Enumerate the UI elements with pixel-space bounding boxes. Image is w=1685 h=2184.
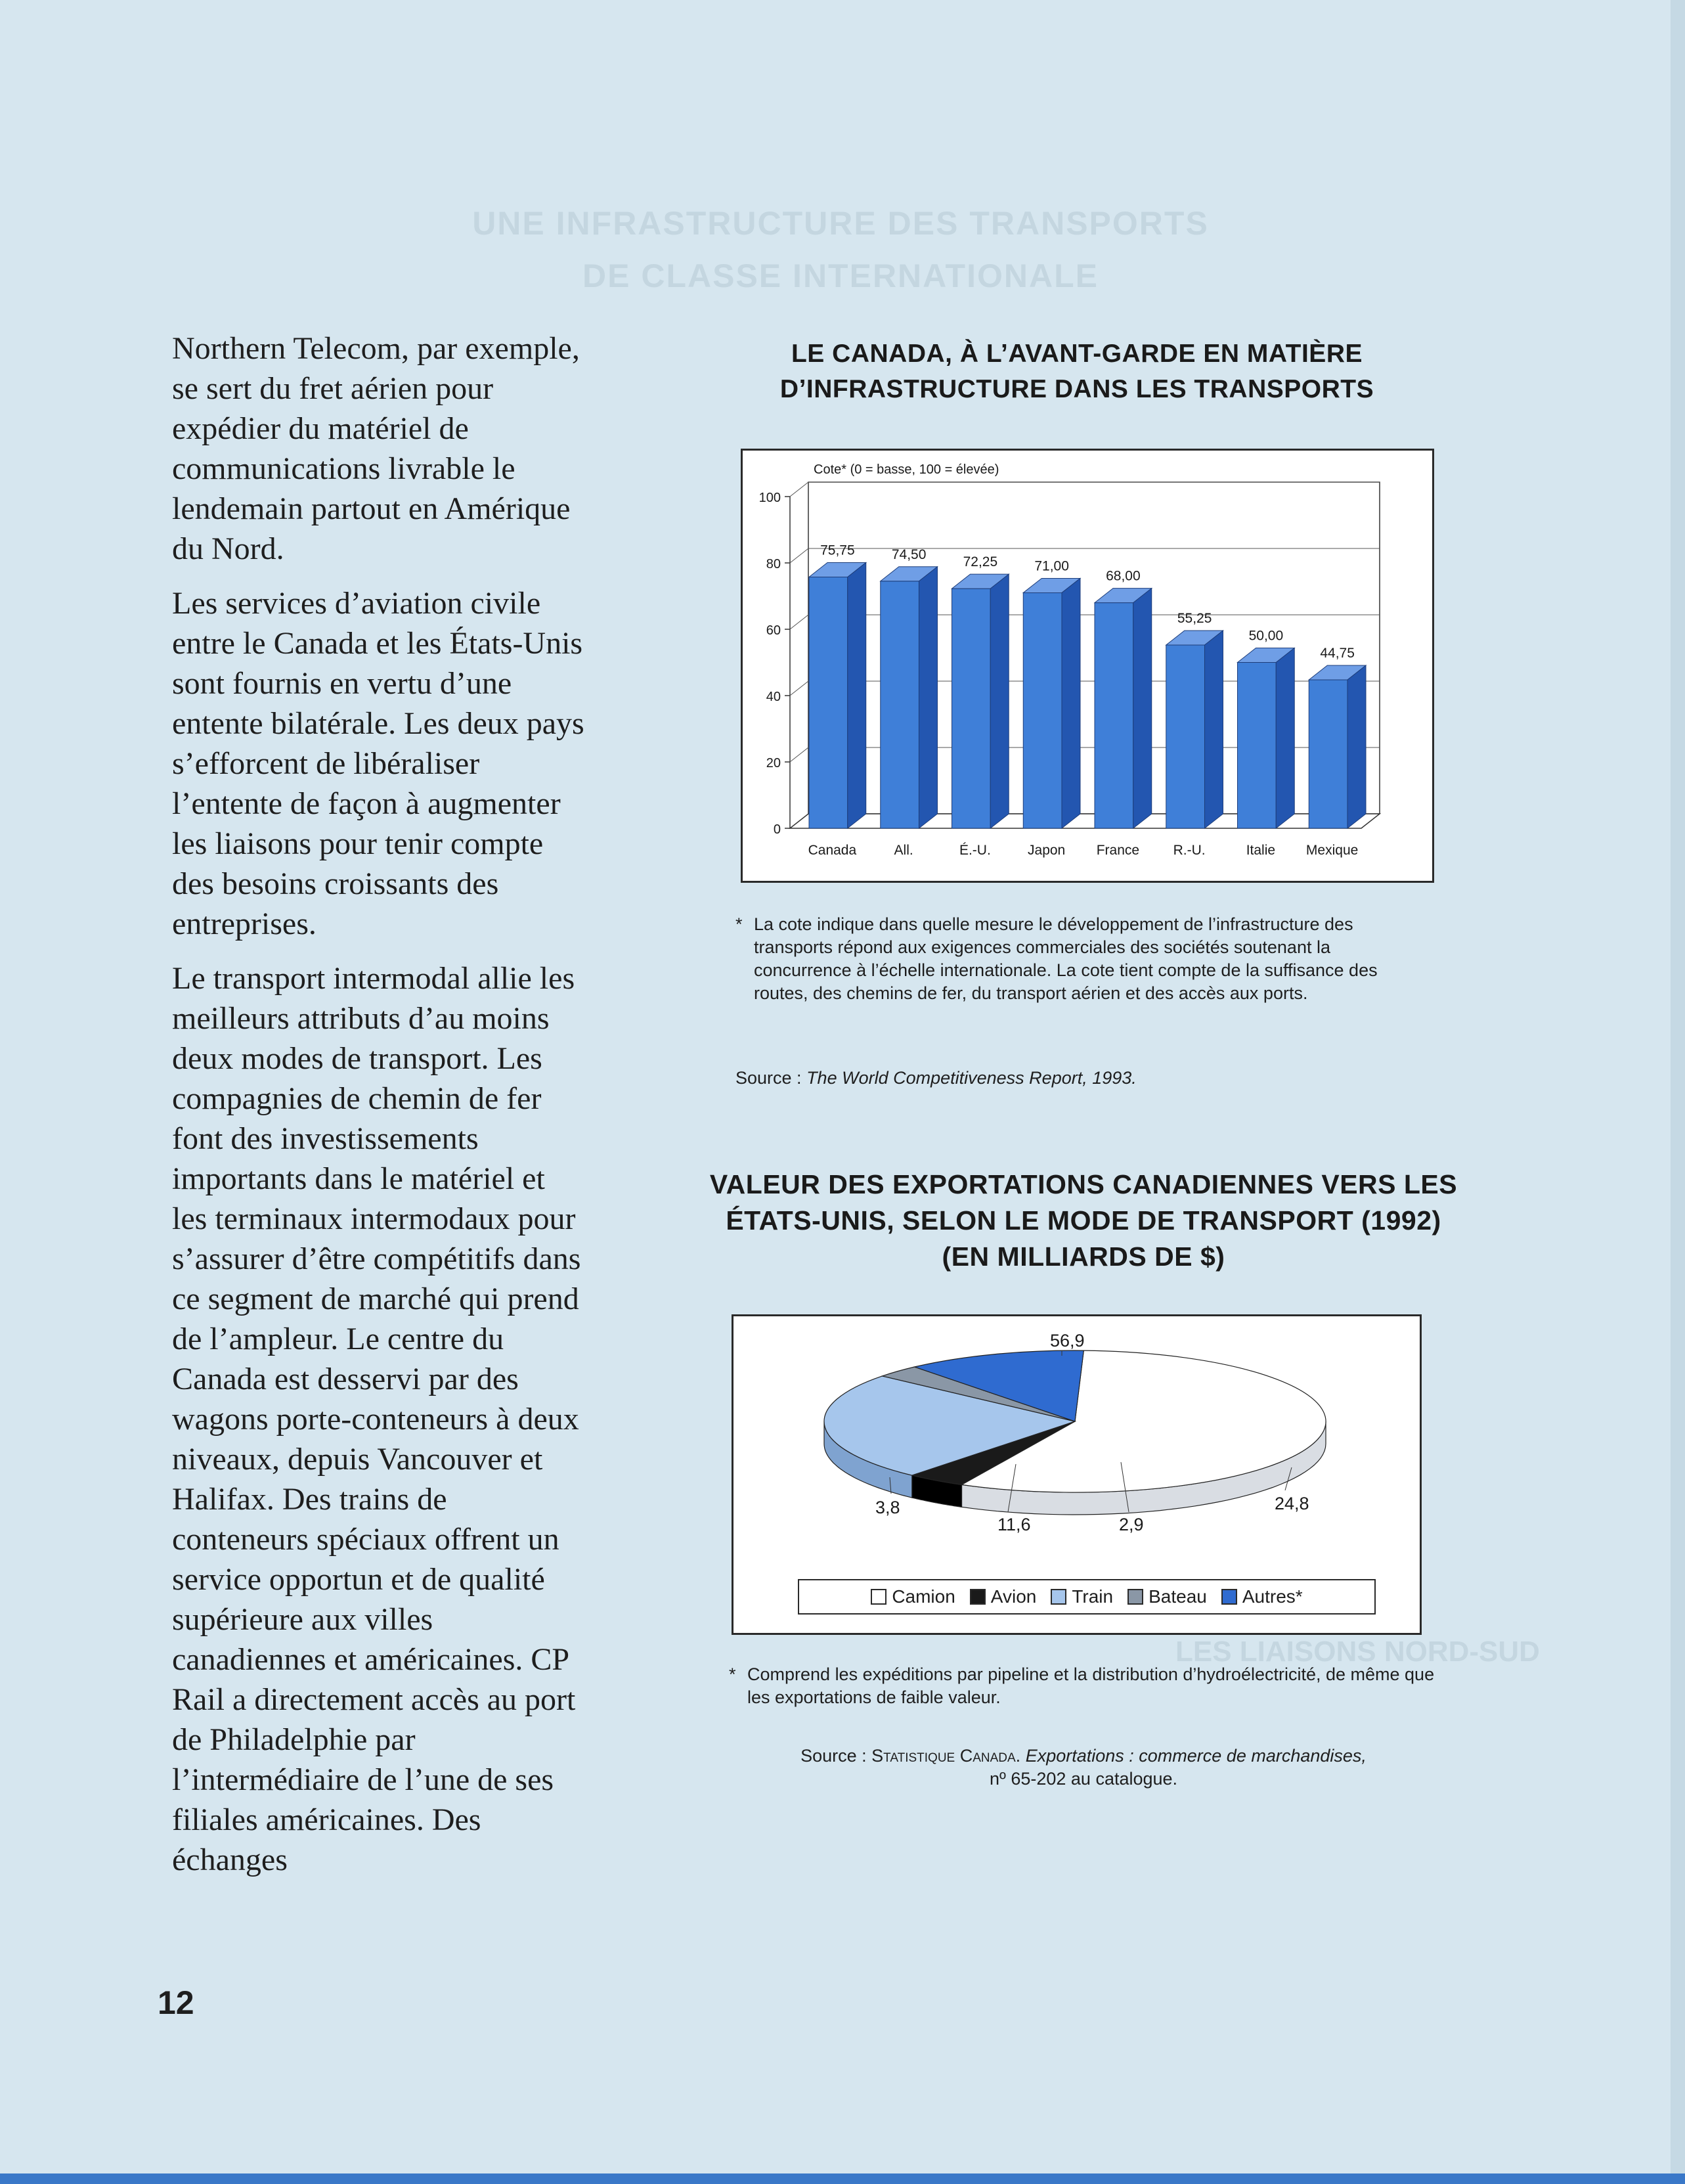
legend-swatch — [871, 1589, 886, 1605]
bar-side — [919, 567, 937, 828]
page-number: 12 — [158, 1984, 194, 2021]
x-tick-label: R.-U. — [1173, 843, 1206, 858]
y-tick-label: 100 — [758, 491, 781, 505]
bar-value-label: 68,00 — [1106, 568, 1141, 584]
bar-value-label: 44,75 — [1320, 646, 1355, 661]
bar-side — [1204, 631, 1223, 828]
pie-value-label: 24,8 — [1275, 1494, 1309, 1513]
body-paragraph: Les services d’aviation civile entre le Canada et les États-Unis sont fournis en vertu d’une entente bilatérale. Les deux pays s’efforcent de libéraliser l’entente de façon à augmenter les liaisons pour tenir compte des besoins croissants des entreprises. — [172, 586, 584, 941]
pie-chart-title-line: (EN MILLIARDS DE $) — [942, 1241, 1225, 1272]
y-tick-label: 60 — [766, 623, 781, 638]
legend-swatch — [970, 1589, 986, 1605]
y-axis-label: Cote* (0 = basse, 100 = élevée) — [814, 462, 999, 477]
legend-swatch — [1127, 1589, 1143, 1605]
bar-side — [1347, 665, 1366, 828]
footnote-star: * — [729, 1664, 736, 1684]
pie-chart-source — [729, 1745, 1438, 1791]
bar-chart-footnote — [735, 913, 1432, 1005]
bar-chart-source — [735, 1067, 1432, 1090]
footnote-text: La cote indique dans quelle mesure le développement de l’infrastructure des transports répond aux exigences commerciales des sociétés soutenant la concurrence à l’échelle internationale. La cote tient compte de la suffisance des routes, des chemins de fer, du transport aérien et des accès aux ports. — [754, 914, 1378, 1003]
bar-front — [809, 577, 848, 828]
bar-side — [1062, 578, 1080, 828]
source-line — [729, 1745, 1438, 1768]
legend-label: Bateau — [1149, 1586, 1207, 1607]
bar-value-label: 50,00 — [1248, 628, 1284, 644]
page-edge — [1671, 0, 1685, 2184]
x-tick-label: France — [1096, 843, 1140, 858]
bar-chart — [741, 449, 1434, 883]
legend-item — [871, 1586, 955, 1607]
bar-front — [952, 589, 991, 828]
legend-label: Autres* — [1242, 1586, 1303, 1607]
bar — [1166, 631, 1223, 828]
legend-item — [1221, 1586, 1303, 1607]
bar-chart-svg — [743, 451, 1432, 881]
bar-front — [881, 581, 919, 828]
x-tick-label: Mexique — [1305, 843, 1359, 858]
pie-chart-title — [676, 1167, 1491, 1275]
pie-value-label: 2,9 — [1119, 1515, 1144, 1534]
source-title: The World Competitiveness Report, 1993. — [806, 1068, 1137, 1088]
bar-front — [1238, 663, 1277, 829]
body-paragraph: Le transport intermodal allie les meilleurs attributs d’au moins deux modes de transport. Les compagnies de chemin de fer font des investissements importants dans le matériel et les terminaux intermodaux pour s’assurer d’être compétitifs dans ce segment de marché qui prend de l’ampleur. Le centre du Canada est desservi par des wagons porte-conteneurs à deux niveaux, depuis Vancouver et Halifax. Des trains de conteneurs spéciaux offrent un service opportun et de qualité supérieure aux villes canadiennes et américaines. CP Rail a directement accès au port de Philadelphie par l’intermédiaire de l’une de ses filiales américaines. Des échanges — [172, 961, 581, 1877]
y-tick-label: 80 — [766, 557, 781, 571]
pie-chart-footnote — [729, 1663, 1438, 1709]
pie-chart-title-line: VALEUR DES EXPORTATIONS CANADIENNES VERS LES — [709, 1169, 1458, 1199]
page-bottom-strip — [0, 2173, 1685, 2184]
bar-side — [990, 574, 1009, 828]
pie-legend — [798, 1579, 1376, 1615]
bar-front — [1023, 592, 1062, 828]
y-tick-label: 0 — [773, 822, 781, 837]
x-tick-label: Japon — [1028, 843, 1066, 858]
legend-label: Train — [1072, 1586, 1114, 1607]
bar-value-label: 71,00 — [1034, 558, 1069, 574]
bar — [809, 562, 866, 828]
bar — [1023, 578, 1080, 828]
legend-swatch — [1051, 1589, 1066, 1605]
bleed-through-heading: LES LIAISONS NORD-SUD — [1175, 1636, 1540, 1668]
pie-value-label: 56,9 — [1050, 1331, 1085, 1350]
pie-value-label: 11,6 — [997, 1515, 1031, 1534]
bar-chart-title-line: D’INFRASTRUCTURE DANS LES TRANSPORTS — [779, 375, 1374, 403]
pie-chart-title-line: ÉTATS-UNIS, SELON LE MODE DE TRANSPORT (1992) — [726, 1205, 1441, 1236]
pie-chart — [732, 1314, 1422, 1635]
footnote-star: * — [735, 914, 743, 934]
bar-value-label: 72,25 — [963, 554, 998, 570]
y-tick-label: 40 — [766, 690, 781, 704]
legend-label: Avion — [990, 1586, 1037, 1607]
bar-value-label: 55,25 — [1177, 610, 1212, 626]
footnote-text: Comprend les expéditions par pipeline et la distribution d’hydroélectricité, de même que les exportations de faible valeur. — [747, 1664, 1435, 1707]
legend-swatch — [1221, 1589, 1237, 1605]
source-prefix: Source : — [735, 1068, 807, 1088]
source-prefix: Source : — [800, 1746, 872, 1766]
y-tick-label: 20 — [766, 756, 781, 770]
bar — [1309, 665, 1366, 828]
bar-value-label: 74,50 — [891, 546, 927, 562]
bar-chart-title — [735, 336, 1418, 407]
legend-item — [1051, 1586, 1113, 1607]
bar-front — [1309, 680, 1347, 828]
bar-chart-title-line: LE CANADA, À L’AVANT-GARDE EN MATIÈRE — [791, 340, 1363, 368]
legend-item — [1127, 1586, 1207, 1607]
bar — [952, 574, 1009, 828]
bar-front — [1095, 603, 1133, 828]
source-agency: Statistique Canada. — [871, 1746, 1021, 1766]
x-tick-label: All. — [894, 843, 913, 858]
source-line: nº 65-202 au catalogue. — [989, 1769, 1178, 1789]
bleed-through-title: UNE INFRASTRUCTURE DES TRANSPORTS DE CLASSE INTERNATIONALE — [472, 205, 1209, 294]
body-text-column — [172, 328, 586, 1894]
bar-side — [848, 562, 866, 828]
pie-value-label: 3,8 — [875, 1498, 900, 1517]
bar — [881, 567, 938, 828]
bar-value-label: 75,75 — [820, 543, 855, 558]
x-tick-label: Italie — [1246, 843, 1276, 858]
legend-label: Camion — [892, 1586, 955, 1607]
legend-item — [970, 1586, 1037, 1607]
bar-front — [1166, 645, 1205, 828]
bar-side — [1276, 648, 1294, 829]
body-paragraph: Northern Telecom, par exemple, se sert du fret aérien pour expédier du matériel de communications livrable le lendemain partout en Amérique du Nord. — [172, 331, 580, 566]
bar — [1095, 589, 1152, 828]
bar — [1238, 648, 1295, 829]
x-tick-label: É.-U. — [959, 843, 991, 858]
x-tick-label: Canada — [808, 843, 857, 858]
source-title: Exportations : commerce de marchandises, — [1025, 1746, 1367, 1766]
bar-side — [1133, 589, 1152, 828]
